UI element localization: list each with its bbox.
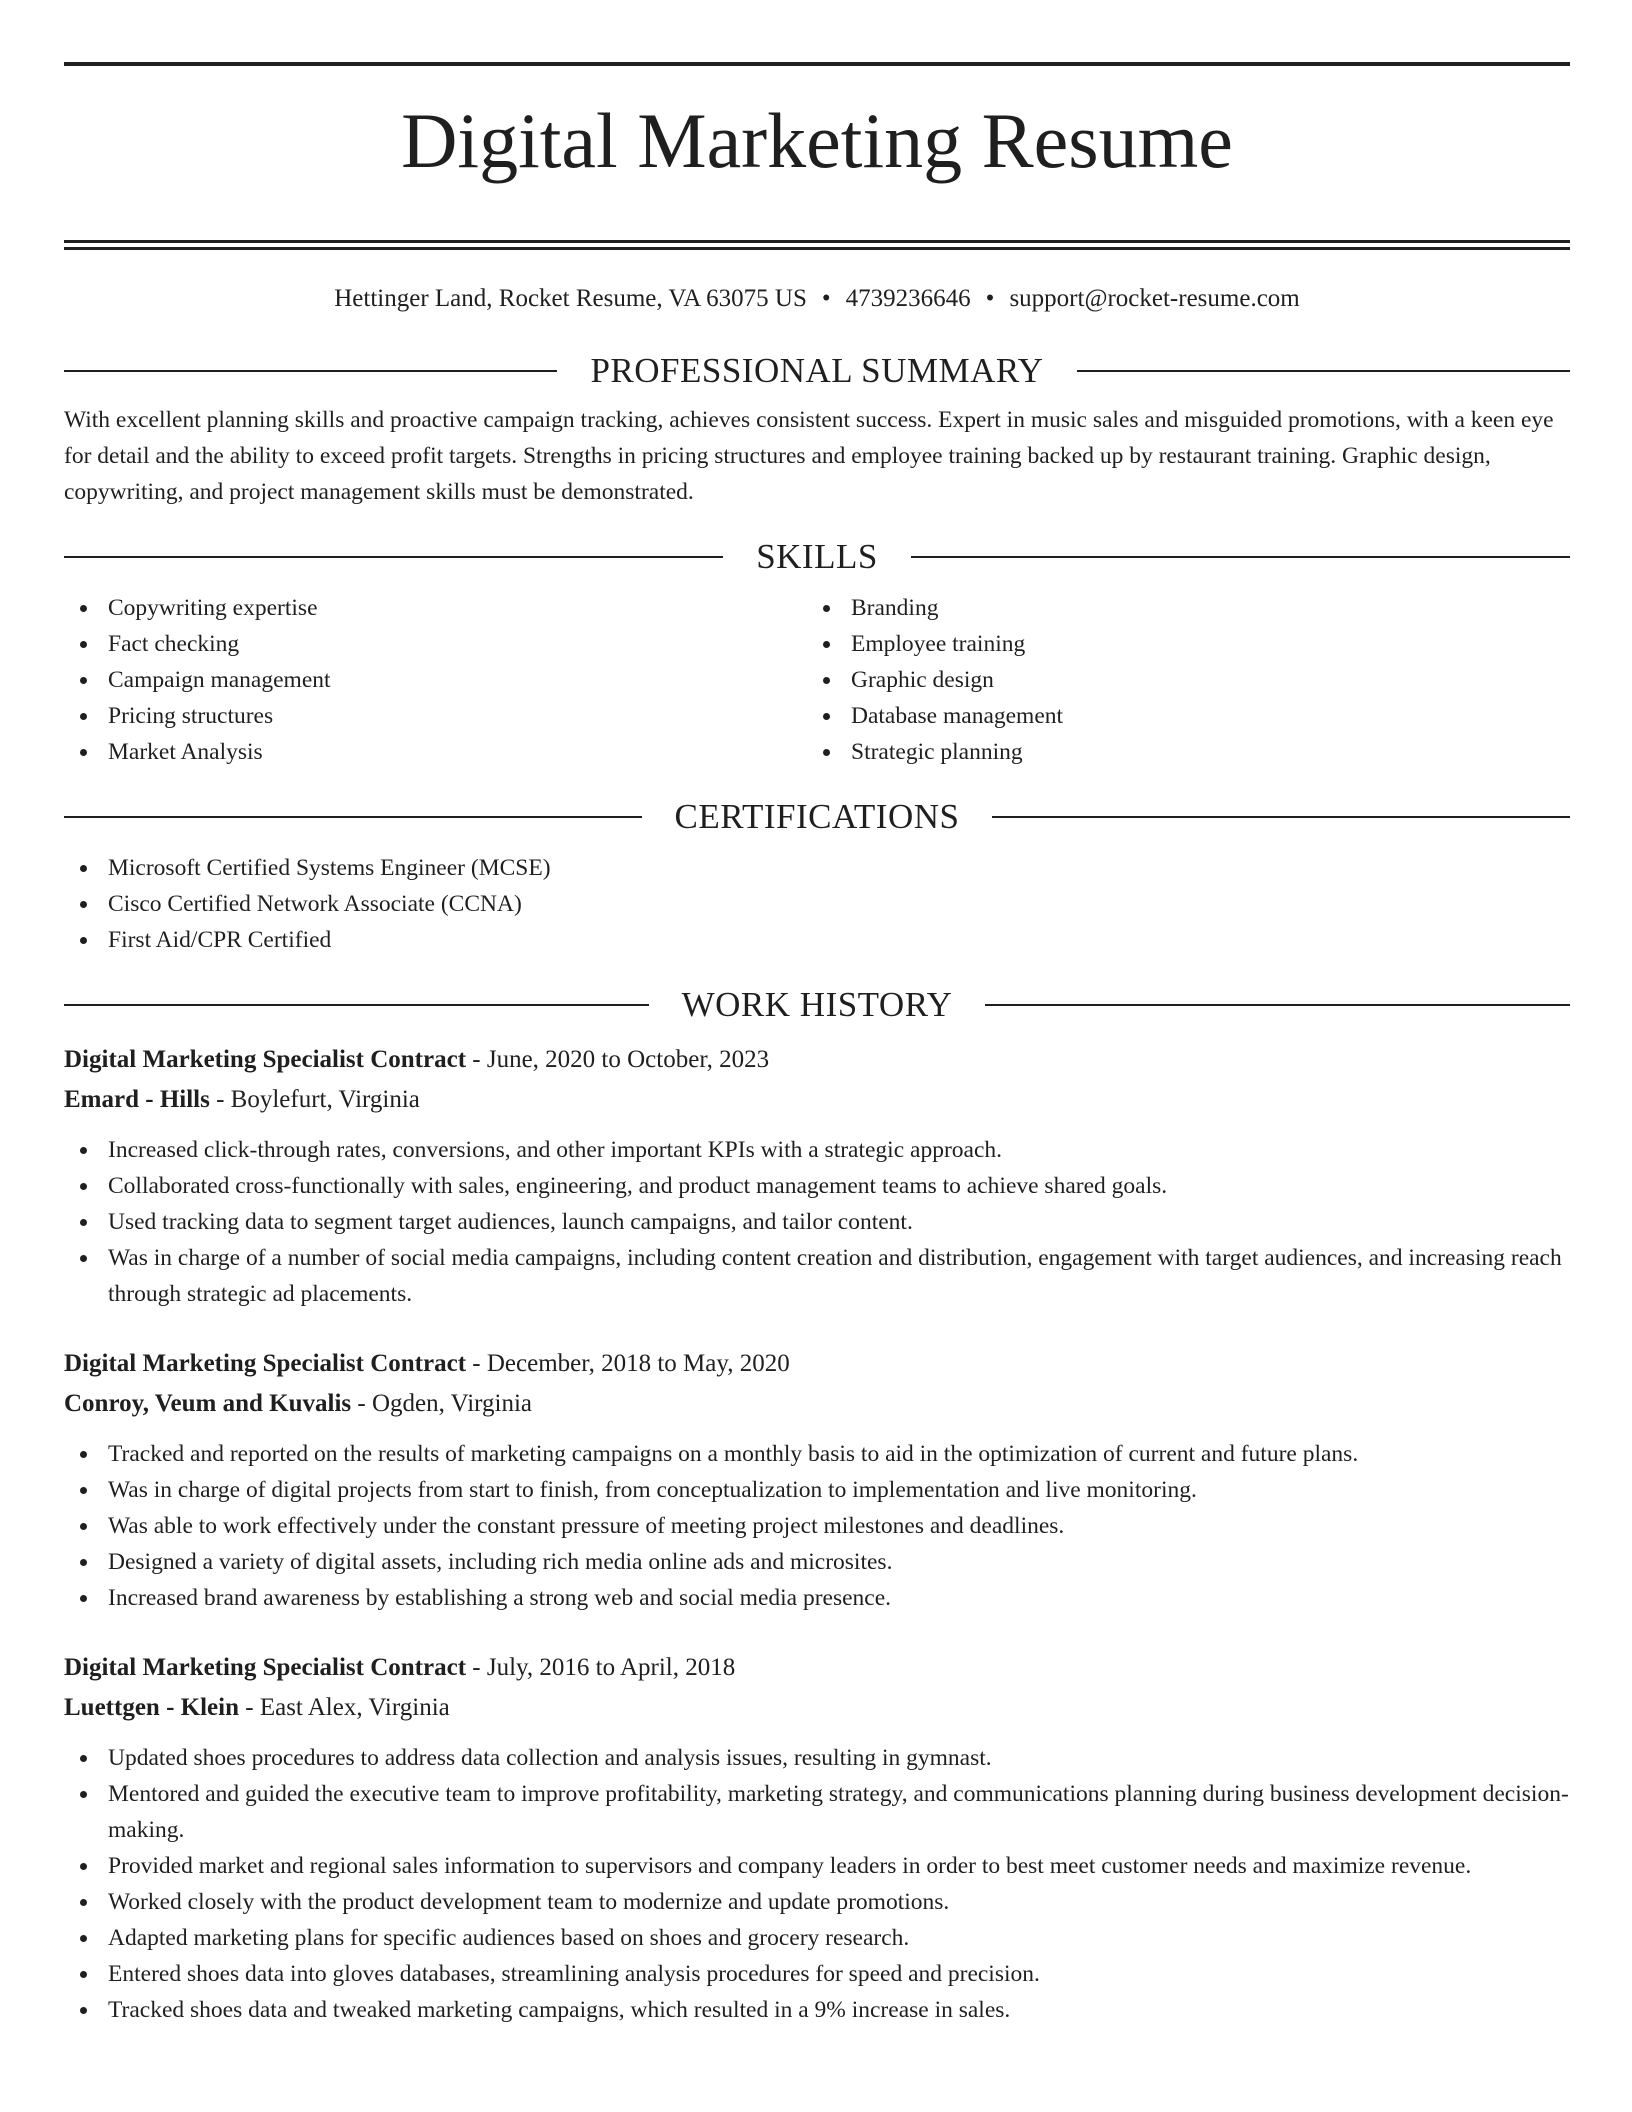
summary-text: With excellent planning skills and proactive campaign tracking, achieves consistent success. Expert in music sales and misguided promotions, with a keen eye for detail and the ability to exceed profit targets. Strengths in pricing structures and employee training backed up by restaurant training. Graphic design, copywriting, and project management skills must be demonstrated. [64, 407, 1554, 506]
job-bullet: Mentored and guided the executive team to improve profitability, marketing strategy, and communications planning during business development decision-making. [64, 1776, 1570, 1848]
certification-item: Cisco Certified Network Associate (CCNA) [64, 886, 1570, 922]
job-bullet: Adapted marketing plans for specific audiences based on shoes and grocery research. [64, 1920, 1570, 1956]
skills-list-right [807, 590, 1550, 770]
divider [985, 1004, 1570, 1006]
job-bullet: Collaborated cross-functionally with sales, engineering, and product management teams to achieve shared goals. [64, 1168, 1570, 1204]
skill-item: Market Analysis [64, 734, 807, 770]
job-company-line [64, 1080, 1570, 1120]
section-title: WORK HISTORY [681, 985, 953, 1025]
job-bullet: Worked closely with the product development team to modernize and update promotions. [64, 1884, 1570, 1920]
job-title-line [64, 1648, 1570, 1688]
divider [1077, 370, 1570, 372]
contact-separator: • [985, 285, 995, 313]
contact-email: support@rocket-resume.com [1009, 285, 1300, 313]
top-rule [64, 62, 1570, 66]
divider [64, 370, 557, 372]
resume-page [64, 62, 1570, 2028]
contact-line [64, 284, 1570, 314]
contact-separator: • [821, 285, 831, 313]
job-bullet: Provided market and regional sales information to supervisors and company leaders in order to best meet customer needs and maximize revenue. [64, 1848, 1570, 1884]
job-bullet: Updated shoes procedures to address data collection and analysis issues, resulting in gymnast. [64, 1740, 1570, 1776]
divider [911, 556, 1570, 558]
job-bullet: Increased click-through rates, conversions, and other important KPIs with a strategic approach. [64, 1132, 1570, 1168]
skill-item: Database management [807, 698, 1550, 734]
job-entry [64, 1040, 1570, 1312]
section-header-summary [64, 350, 1570, 392]
divider [992, 816, 1570, 818]
job-bullet: Tracked shoes data and tweaked marketing campaigns, which resulted in a 9% increase in sales. [64, 1992, 1570, 2028]
job-company-line [64, 1384, 1570, 1424]
job-location: - Boylefurt, Virginia [209, 1086, 420, 1114]
skill-item: Copywriting expertise [64, 590, 807, 626]
job-location: - East Alex, Virginia [239, 1694, 450, 1722]
section-header-certifications [64, 796, 1570, 838]
job-dates: - July, 2016 to April, 2018 [466, 1654, 736, 1682]
section-title: CERTIFICATIONS [674, 797, 960, 837]
job-bullets [64, 1132, 1570, 1312]
skill-item: Employee training [807, 626, 1550, 662]
job-entry [64, 1344, 1570, 1616]
skill-item: Fact checking [64, 626, 807, 662]
job-location: - Ogden, Virginia [351, 1390, 533, 1418]
skills-list-left [64, 590, 807, 770]
job-company: Emard - Hills [64, 1086, 210, 1114]
resume-title: Digital Marketing Resume [401, 97, 1233, 184]
job-company-line [64, 1688, 1570, 1728]
job-title-line [64, 1040, 1570, 1080]
contact-address: Hettinger Land, Rocket Resume, VA 63075 US [334, 285, 807, 313]
contact-phone: 4739236646 [845, 285, 971, 313]
section-header-skills [64, 536, 1570, 578]
divider [64, 816, 642, 818]
job-bullet: Was in charge of digital projects from start to finish, from conceptualization to implementation and live monitoring. [64, 1472, 1570, 1508]
job-bullets [64, 1436, 1570, 1616]
job-dates: - June, 2020 to October, 2023 [466, 1046, 770, 1074]
divider [64, 1004, 649, 1006]
job-bullet: Tracked and reported on the results of marketing campaigns on a monthly basis to aid in the optimization of current and future plans. [64, 1436, 1570, 1472]
job-company: Conroy, Veum and Kuvalis [64, 1390, 352, 1418]
job-bullets [64, 1740, 1570, 2028]
job-dates: - December, 2018 to May, 2020 [466, 1350, 790, 1378]
skill-item: Pricing structures [64, 698, 807, 734]
job-title: Digital Marketing Specialist Contract [64, 1350, 467, 1378]
job-bullet: Designed a variety of digital assets, including rich media online ads and microsites. [64, 1544, 1570, 1580]
skill-item: Campaign management [64, 662, 807, 698]
job-entry [64, 1648, 1570, 2028]
certification-item: Microsoft Certified Systems Engineer (MCSE) [64, 850, 1570, 886]
certifications-list [64, 850, 1570, 958]
job-bullet: Entered shoes data into gloves databases, streamlining analysis procedures for speed and precision. [64, 1956, 1570, 1992]
job-bullet: Increased brand awareness by establishing a strong web and social media presence. [64, 1580, 1570, 1616]
section-title: PROFESSIONAL SUMMARY [590, 351, 1044, 391]
job-bullet: Was able to work effectively under the constant pressure of meeting project milestones and deadlines. [64, 1508, 1570, 1544]
job-company: Luettgen - Klein [64, 1694, 239, 1722]
job-bullet: Was in charge of a number of social media campaigns, including content creation and distribution, engagement with target audiences, and increasing reach through strategic ad placements. [64, 1240, 1570, 1312]
certification-item: First Aid/CPR Certified [64, 922, 1570, 958]
skill-item: Branding [807, 590, 1550, 626]
job-title: Digital Marketing Specialist Contract [64, 1046, 467, 1074]
section-header-work-history [64, 984, 1570, 1026]
skill-item: Graphic design [807, 662, 1550, 698]
skill-item: Strategic planning [807, 734, 1550, 770]
skills-columns [64, 590, 1570, 770]
section-title: SKILLS [756, 537, 878, 577]
job-bullet: Used tracking data to segment target audiences, launch campaigns, and tailor content. [64, 1204, 1570, 1240]
divider [64, 556, 723, 558]
job-title: Digital Marketing Specialist Contract [64, 1654, 467, 1682]
title-double-rule [64, 240, 1570, 250]
job-title-line [64, 1344, 1570, 1384]
